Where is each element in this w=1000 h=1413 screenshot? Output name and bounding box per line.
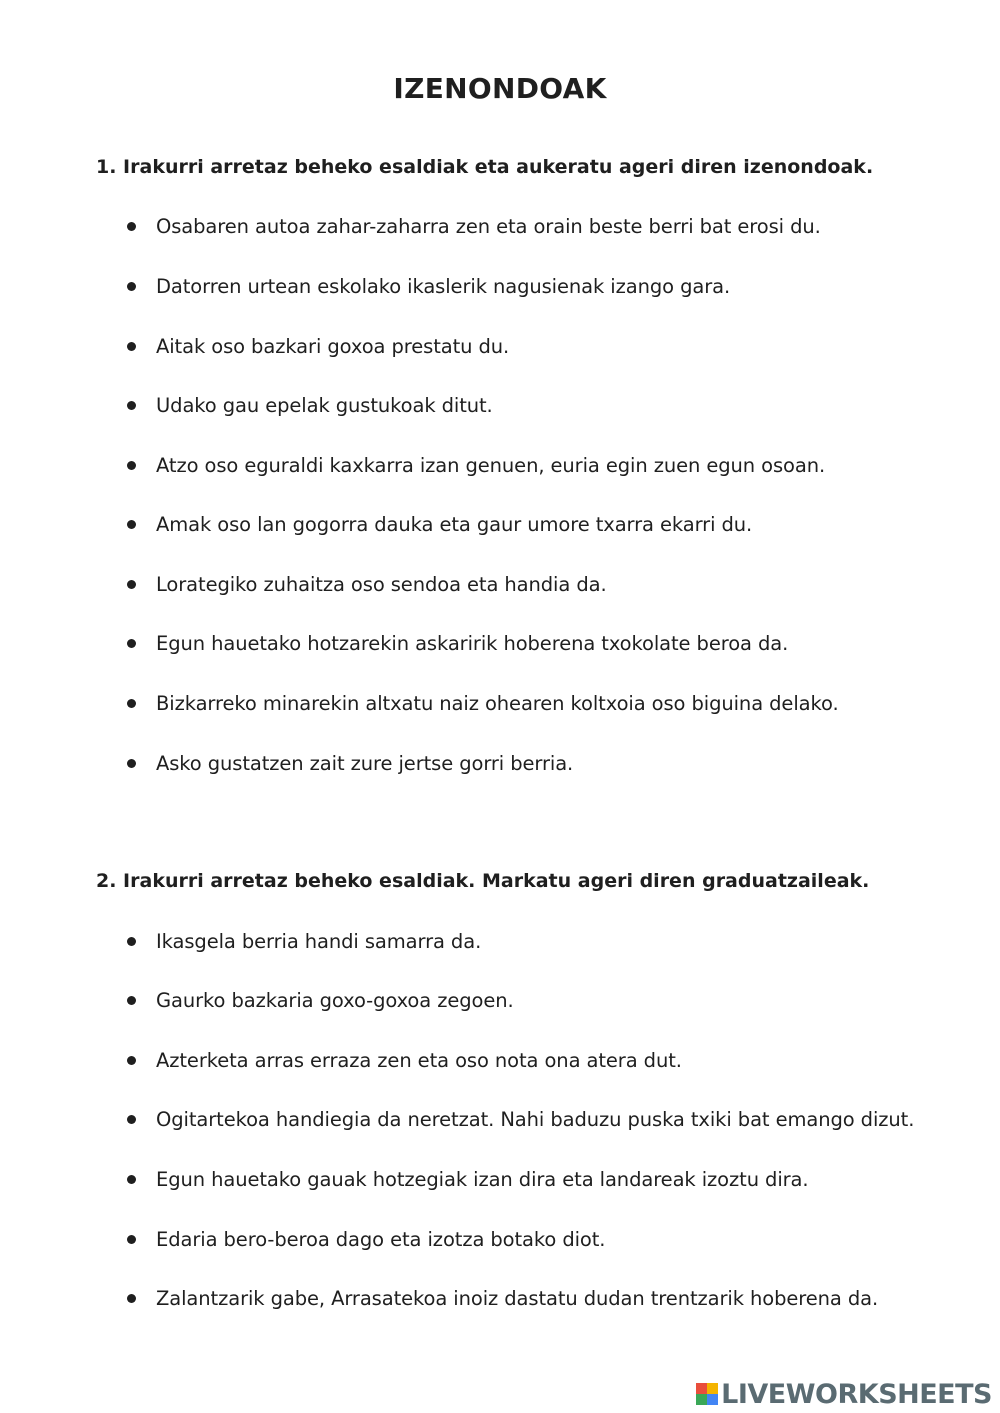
bullet-icon	[127, 461, 136, 470]
section-2-instruction: 2. Irakurri arretaz beheko esaldiak. Markatu ageri diren graduatzaileak.	[96, 870, 870, 892]
logo-square-yellow	[707, 1383, 718, 1394]
bullet-icon	[127, 937, 136, 946]
bullet-icon	[127, 282, 136, 291]
bullet-icon	[127, 342, 136, 351]
page-title: IZENONDOAK	[393, 72, 607, 105]
bullet-icon	[127, 759, 136, 768]
liveworksheets-logo[interactable]	[696, 1378, 992, 1410]
bullet-icon	[127, 699, 136, 708]
bullet-icon	[127, 1056, 136, 1065]
bullet-icon	[127, 996, 136, 1005]
section-1-instruction: 1. Irakurri arretaz beheko esaldiak eta aukeratu ageri diren izenondoak.	[96, 156, 874, 178]
logo-square-blue	[707, 1394, 718, 1405]
bullet-icon	[127, 1294, 136, 1303]
bullet-icon	[127, 520, 136, 529]
bullet-icon	[127, 1115, 136, 1124]
bullet-icon	[127, 222, 136, 231]
bullet-icon	[127, 401, 136, 410]
bullet-icon	[127, 580, 136, 589]
worksheet-page: IZENONDOAK 1. Irakurri arretaz beheko esaldiak eta aukeratu ageri diren izenondoak. Osabaren autoa zahar-zaharra zen eta orain beste berri bat erosi du. Datorren urtean eskolako ikaslerik nagusienak izango gara. Aitak oso bazkari goxoa prestatu du. Udako gau epelak gustukoak ditut. Atzo oso eguraldi kaxkarra izan genuen, euria egin zuen egun osoan. Amak oso lan gogorra dauka eta gaur umore txarra ekarri du. Lorategiko zuhaitza oso sendoa eta handia da. Egun hauetako hotzarekin askaririk hoberena txokolate beroa da. Bizkarreko minarekin altxatu naiz ohearen koltxoia oso biguina delako. Asko gustatzen zait zure jertse gorri berria. 2. Irakurri arretaz beheko esaldiak. Markatu ageri diren graduatzaileak. Ikasgela berria handi samarra da. Gaurko bazkaria goxo-goxoa zegoen. Azterketa arras erraza zen eta oso nota ona atera dut. Ogitartekoa handiegia da neretzat. Nahi baduzu puska txiki bat emango dizut. Egun hauetako gauak hotzegiak izan dira eta landareak izoztu dira. Edaria bero-beroa dago eta izotza botako diot. Zalantzarik gabe, Arrasatekoa inoiz dastatu dudan trentzarik hoberena da. LIVEWORKSHEETS	[0, 0, 1000, 1413]
bullet-icon	[127, 1175, 136, 1184]
bullet-icon	[127, 1235, 136, 1244]
logo-square-green	[696, 1394, 707, 1405]
bullet-icon	[127, 639, 136, 648]
logo-text: LIVEWORKSHEETS	[721, 1378, 992, 1410]
liveworksheets-logo-icon	[696, 1383, 718, 1405]
logo-square-red	[696, 1383, 707, 1394]
